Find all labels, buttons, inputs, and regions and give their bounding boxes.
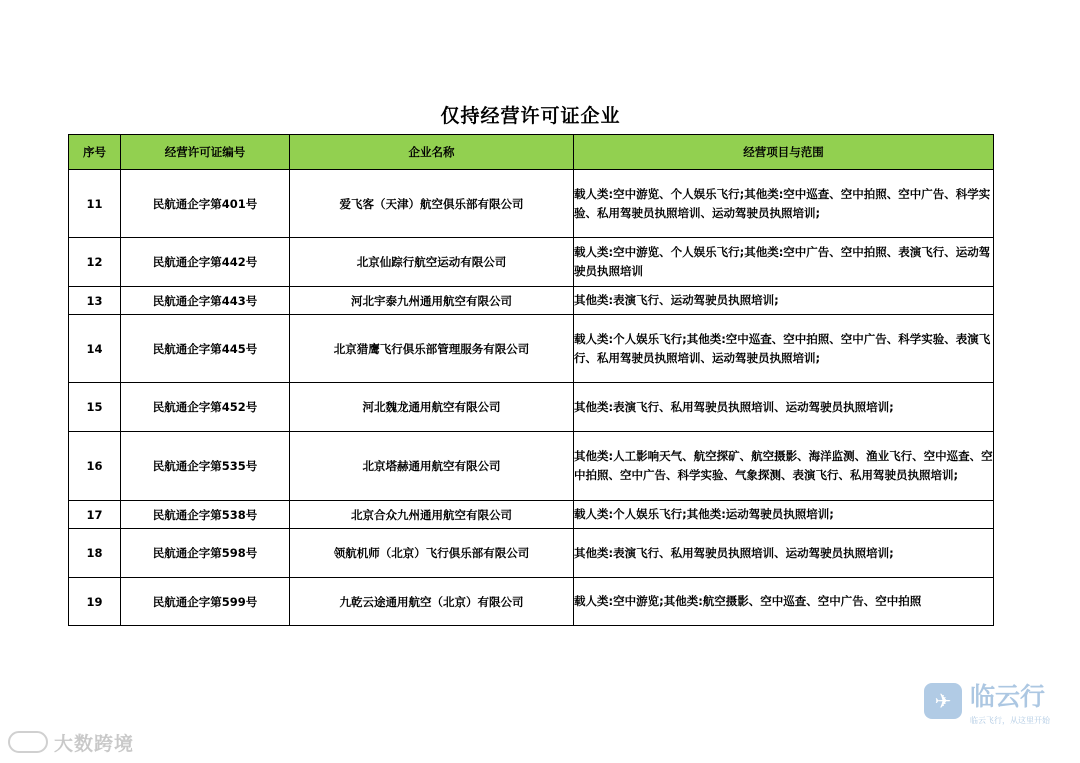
row-license: 民航通企字第443号 [121,287,290,315]
row-license: 民航通企字第452号 [121,383,290,432]
header-business-scope: 经营项目与范围 [574,135,994,170]
table-row [69,315,994,383]
watermark-left [8,729,134,755]
row-company: 北京仙踪行航空运动有限公司 [290,238,574,287]
watermark-brand: 临云行 [970,682,1046,711]
row-serial: 13 [69,287,121,315]
header-serial: 序号 [69,135,121,170]
row-scope: 载人类:空中游览、个人娱乐飞行;其他类:空中巡查、空中拍照、空中广告、科学实验、私用驾驶员执照培训、运动驾驶员执照培训; [574,170,994,238]
watermark-slogan: 临云飞行，从这里开始 [970,716,1050,725]
row-company: 北京塔赫通用航空有限公司 [290,432,574,501]
row-scope: 其他类:表演飞行、私用驾驶员执照培训、运动驾驶员执照培训; [574,383,994,432]
row-license: 民航通企字第535号 [121,432,290,501]
row-company: 河北宇泰九州通用航空有限公司 [290,287,574,315]
row-scope: 载人类:空中游览;其他类:航空摄影、空中巡查、空中广告、空中拍照 [574,578,994,626]
table-row [69,170,994,238]
license-table [68,134,994,626]
row-serial: 12 [69,238,121,287]
infinity-logo-icon [8,731,48,753]
row-serial: 11 [69,170,121,238]
watermark-left-text: 大数跨境 [54,732,135,755]
row-scope: 载人类:个人娱乐飞行;其他类:运动驾驶员执照培训; [574,501,994,529]
row-serial: 19 [69,578,121,626]
row-company: 北京猎鹰飞行俱乐部管理服务有限公司 [290,315,574,383]
row-license: 民航通企字第599号 [121,578,290,626]
row-scope: 其他类:人工影响天气、航空探矿、航空摄影、海洋监测、渔业飞行、空中巡查、空中拍照、空中广告、科学实验、气象探测、表演飞行、私用驾驶员执照培训; [574,432,994,501]
header-company-name: 企业名称 [290,135,574,170]
table-row [69,501,994,529]
table-header-row [69,135,994,170]
row-company: 领航机师（北京）飞行俱乐部有限公司 [290,529,574,578]
row-license: 民航通企字第598号 [121,529,290,578]
row-license: 民航通企字第401号 [121,170,290,238]
row-serial: 15 [69,383,121,432]
row-serial: 14 [69,315,121,383]
document-title: 仅持经营许可证企业 [440,105,621,127]
row-serial: 18 [69,529,121,578]
watermark-right [924,683,1050,726]
table-row [69,238,994,287]
row-scope: 其他类:表演飞行、私用驾驶员执照培训、运动驾驶员执照培训; [574,529,994,578]
row-license: 民航通企字第442号 [121,238,290,287]
row-company: 爱飞客（天津）航空俱乐部有限公司 [290,170,574,238]
row-company: 九乾云途通用航空（北京）有限公司 [290,578,574,626]
row-scope: 其他类:表演飞行、运动驾驶员执照培训; [574,287,994,315]
airplane-icon: ✈ [924,683,962,719]
row-serial: 16 [69,432,121,501]
row-company: 北京合众九州通用航空有限公司 [290,501,574,529]
row-license: 民航通企字第445号 [121,315,290,383]
row-license: 民航通企字第538号 [121,501,290,529]
row-serial: 17 [69,501,121,529]
table-row [69,287,994,315]
row-scope: 载人类:个人娱乐飞行;其他类:空中巡查、空中拍照、空中广告、科学实验、表演飞行、私用驾驶员执照培训、运动驾驶员执照培训; [574,315,994,383]
row-scope: 载人类:空中游览、个人娱乐飞行;其他类:空中广告、空中拍照、表演飞行、运动驾驶员执照培训 [574,238,994,287]
row-company: 河北魏龙通用航空有限公司 [290,383,574,432]
table-row [69,383,994,432]
table-row [69,529,994,578]
header-license-number: 经营许可证编号 [121,135,290,170]
table-row [69,432,994,501]
table-row [69,578,994,626]
